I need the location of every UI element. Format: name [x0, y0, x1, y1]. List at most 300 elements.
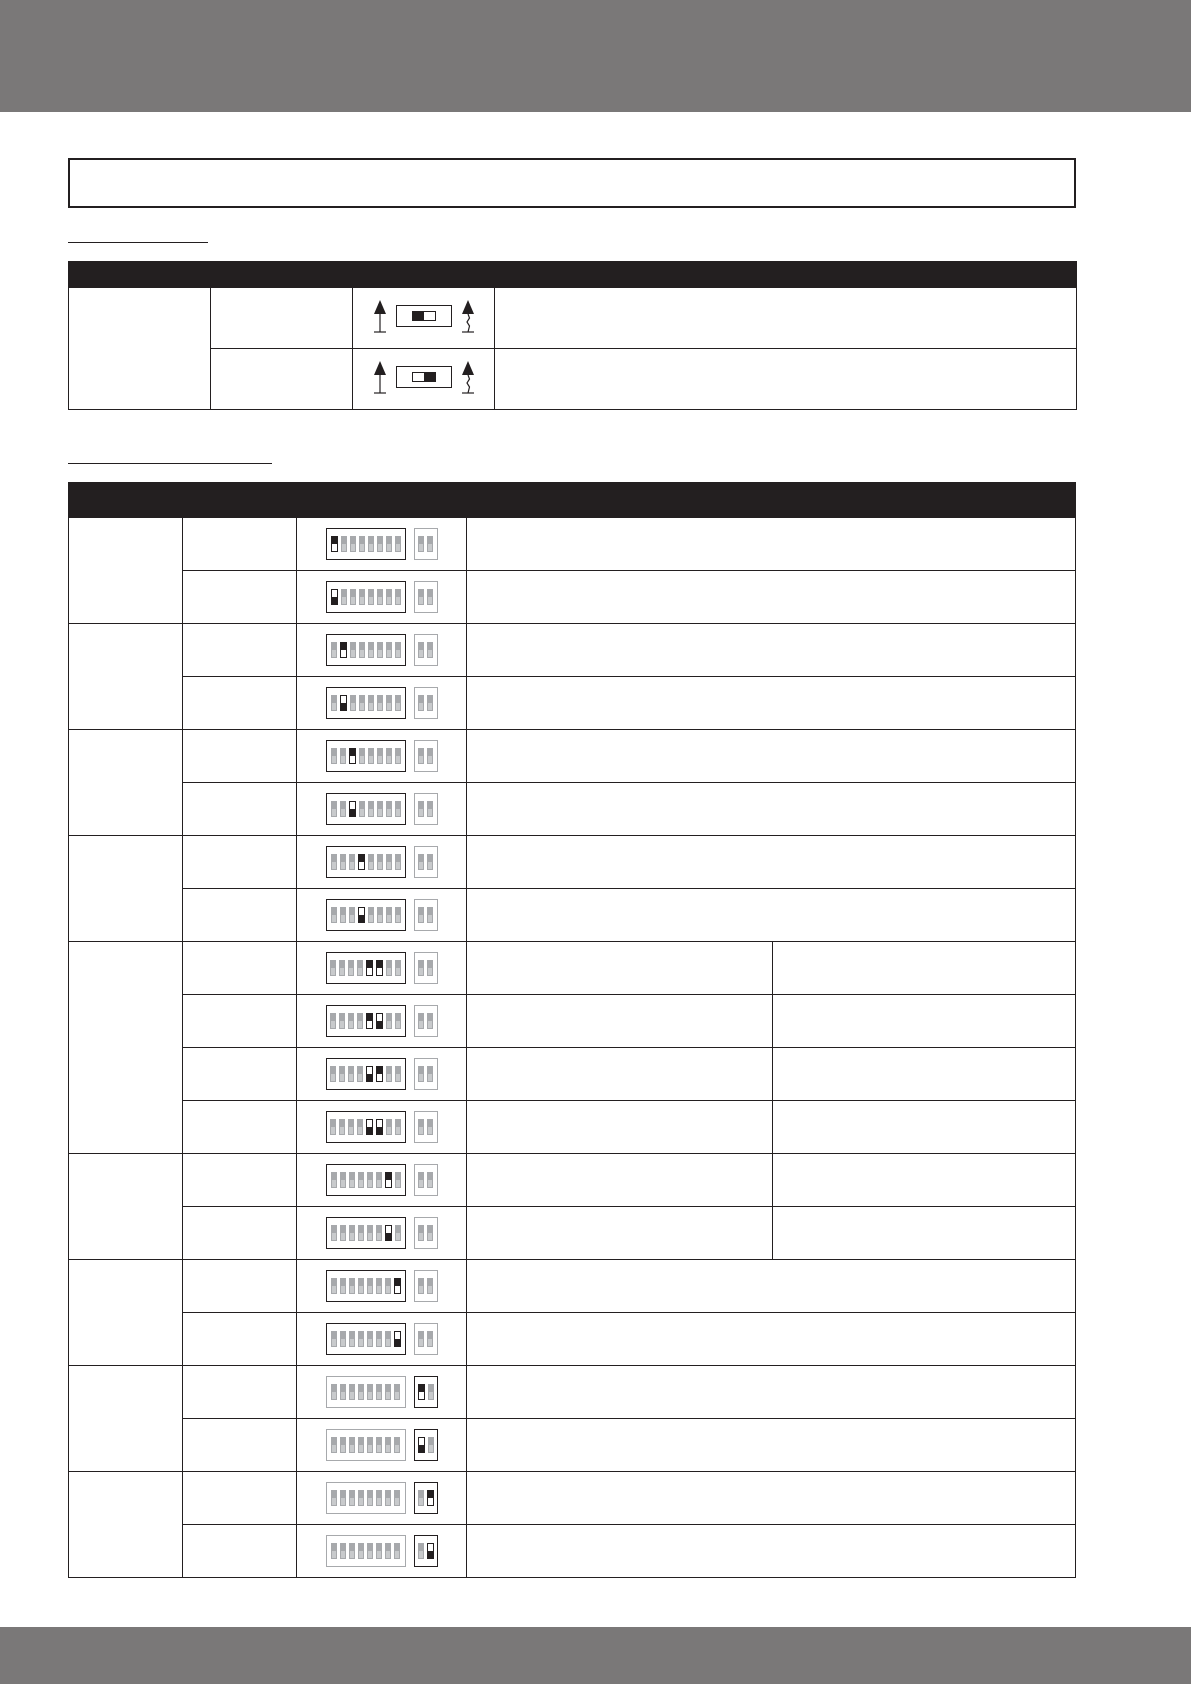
setting-cell: [183, 942, 297, 995]
dip-lever: [331, 1225, 337, 1241]
description-cell: [467, 677, 1076, 730]
note-cell: [773, 995, 1076, 1048]
dip-lever: [385, 1225, 392, 1241]
dip-lever: [418, 1066, 424, 1082]
setting-cell: [183, 995, 297, 1048]
dip-lever: [418, 642, 424, 658]
dip-lever: [348, 1119, 354, 1135]
setting-cell: [211, 288, 353, 349]
dip-lever: [331, 695, 337, 711]
dip-lever: [359, 536, 365, 552]
dip-lever: [418, 1437, 425, 1453]
dip-lever: [349, 1225, 355, 1241]
slide-switch-table: [68, 261, 1077, 410]
table-row: [69, 836, 1076, 889]
dip-lever: [367, 1172, 373, 1188]
table-row: [69, 889, 1076, 942]
table-row: [69, 571, 1076, 624]
dip-lever: [359, 695, 365, 711]
description-cell: [467, 1366, 1076, 1419]
section-heading-rule: [68, 463, 272, 464]
dip-switch-icon: [326, 1376, 406, 1408]
dip-lever: [331, 1278, 337, 1294]
table-row: [69, 1313, 1076, 1366]
dip-lever: [368, 589, 374, 605]
description-cell: [467, 836, 1076, 889]
dip-lever: [376, 1490, 382, 1506]
setting-cell: [183, 1207, 297, 1260]
dip-lever: [427, 1278, 433, 1294]
dip-lever: [368, 854, 374, 870]
dip-lever: [350, 695, 356, 711]
dip-lever: [395, 589, 401, 605]
dip-lever: [386, 642, 392, 658]
dip-lever: [349, 801, 356, 817]
group-cell: [69, 1154, 183, 1260]
setting-cell: [183, 889, 297, 942]
dip-switch-icon: [414, 1217, 438, 1249]
dip-lever: [395, 960, 401, 976]
dip-lever: [418, 907, 424, 923]
dip-lever: [385, 1543, 391, 1559]
dip-lever: [427, 907, 433, 923]
setting-cell: [183, 836, 297, 889]
note-cell: [773, 942, 1076, 995]
setting-cell: [183, 730, 297, 783]
dip-switch-icon: [326, 1111, 406, 1143]
dip-switch-icon: [326, 1058, 406, 1090]
switch-cell: [297, 1313, 467, 1366]
slide-knob: [424, 373, 435, 381]
table-row: [69, 1048, 1076, 1101]
switch-cell: [297, 1419, 467, 1472]
dip-lever: [366, 1013, 373, 1029]
dip-lever: [395, 1225, 401, 1241]
dip-switch-icon: [326, 1482, 406, 1514]
switch-cell: [297, 1525, 467, 1578]
dip-lever: [331, 1543, 337, 1559]
dip-lever: [349, 1331, 355, 1347]
dip-lever: [395, 1172, 401, 1188]
dip-switch-icon: [326, 899, 406, 931]
dip-lever: [340, 1278, 346, 1294]
dip-lever: [377, 748, 383, 764]
description-cell: [467, 1101, 773, 1154]
switch-cell: [297, 1207, 467, 1260]
dip-lever: [349, 907, 355, 923]
dip-lever: [377, 907, 383, 923]
dip-lever: [339, 1066, 345, 1082]
dip-lever: [427, 1225, 433, 1241]
dip-lever: [376, 1437, 382, 1453]
note-cell: [773, 1048, 1076, 1101]
setting-cell: [183, 518, 297, 571]
dip-lever: [418, 1331, 424, 1347]
setting-cell: [211, 349, 353, 410]
switch-cell: [353, 288, 495, 349]
setting-cell: [183, 624, 297, 677]
switch-cell: [297, 836, 467, 889]
dip-lever: [368, 801, 374, 817]
dip-lever: [376, 1172, 382, 1188]
dip-lever: [385, 1437, 391, 1453]
setting-cell: [183, 1313, 297, 1366]
note-cell: [773, 1101, 1076, 1154]
setting-cell: [183, 1260, 297, 1313]
setting-cell: [183, 1525, 297, 1578]
dip-lever: [359, 801, 365, 817]
switch-cell: [297, 995, 467, 1048]
switch-cell: [297, 571, 467, 624]
group-cell: [69, 1472, 183, 1578]
dip-lever: [340, 748, 346, 764]
dip-lever: [330, 1066, 336, 1082]
dip-switch-icon: [326, 846, 406, 878]
description-cell: [467, 1472, 1076, 1525]
dip-lever: [368, 907, 374, 923]
group-cell: [69, 1260, 183, 1366]
header-band: [0, 0, 1191, 112]
dip-lever: [357, 1066, 363, 1082]
dip-lever: [394, 1278, 401, 1294]
dip-lever: [359, 642, 365, 658]
dip-switch-icon: [414, 1005, 438, 1037]
description-cell: [467, 624, 1076, 677]
dip-lever: [340, 1331, 346, 1347]
dip-lever: [395, 801, 401, 817]
dip-lever: [376, 960, 383, 976]
table-row: [69, 1525, 1076, 1578]
description-cell: [467, 730, 1076, 783]
description-cell: [467, 942, 773, 995]
dip-lever: [331, 1331, 337, 1347]
dip-switch-icon: [414, 740, 438, 772]
dip-switch-icon: [414, 846, 438, 878]
dip-lever: [331, 748, 337, 764]
dip-lever: [377, 854, 383, 870]
dip-lever: [386, 960, 392, 976]
dip-lever: [427, 695, 433, 711]
dip-lever: [428, 1384, 434, 1400]
dip-lever: [395, 1066, 401, 1082]
dip-lever: [376, 1384, 382, 1400]
table-row: [69, 730, 1076, 783]
dip-lever: [376, 1278, 382, 1294]
dip-lever: [340, 907, 346, 923]
slide-knob: [413, 312, 424, 320]
group-cell: [69, 288, 211, 410]
dip-lever: [368, 642, 374, 658]
dip-lever: [376, 1331, 382, 1347]
dip-lever: [394, 1437, 400, 1453]
dip-switch-icon: [414, 1270, 438, 1302]
dip-lever: [385, 1384, 391, 1400]
dip-lever: [377, 801, 383, 817]
dip-lever: [394, 1490, 400, 1506]
dip-switch-icon: [326, 1005, 406, 1037]
table-row: [69, 783, 1076, 836]
dip-lever: [395, 1119, 401, 1135]
dip-lever: [340, 1225, 346, 1241]
switch-cell: [297, 942, 467, 995]
dip-lever: [386, 748, 392, 764]
dip-lever: [340, 1437, 346, 1453]
dip-switch-icon: [326, 1323, 406, 1355]
dip-lever: [358, 1490, 364, 1506]
dip-lever: [427, 1066, 433, 1082]
dip-lever: [331, 1384, 337, 1400]
dip-lever: [366, 960, 373, 976]
dip-lever: [418, 854, 424, 870]
dip-lever: [386, 1119, 392, 1135]
dip-lever: [395, 695, 401, 711]
dip-lever: [366, 1066, 373, 1082]
dip-lever: [427, 854, 433, 870]
dip-lever: [418, 1278, 424, 1294]
dip-lever: [359, 589, 365, 605]
switch-cell: [297, 1154, 467, 1207]
dip-switch-icon: [326, 1535, 406, 1567]
dip-lever: [377, 695, 383, 711]
dip-lever: [427, 1543, 434, 1559]
description-cell: [467, 783, 1076, 836]
dip-lever: [418, 536, 424, 552]
switch-cell: [297, 1472, 467, 1525]
dip-switch-icon: [414, 899, 438, 931]
switch-cell: [297, 730, 467, 783]
switch-cell: [297, 889, 467, 942]
dip-lever: [339, 960, 345, 976]
dip-lever: [349, 1437, 355, 1453]
dip-lever: [386, 1013, 392, 1029]
dip-lever: [418, 801, 424, 817]
dip-lever: [395, 854, 401, 870]
setting-cell: [183, 1048, 297, 1101]
table-row: [69, 349, 1077, 410]
dip-lever: [385, 1172, 392, 1188]
dip-lever: [386, 695, 392, 711]
dip-lever: [418, 1543, 424, 1559]
description-cell: [467, 1419, 1076, 1472]
dip-switch-icon: [414, 1535, 438, 1567]
table-row: [69, 288, 1077, 349]
dip-lever: [386, 854, 392, 870]
description-cell: [495, 349, 1077, 410]
dip-lever: [339, 1013, 345, 1029]
dip-lever: [386, 589, 392, 605]
dip-lever: [427, 960, 433, 976]
dip-lever: [427, 536, 433, 552]
dip-switch-icon: [326, 1429, 406, 1461]
dip-lever: [357, 1119, 363, 1135]
table-row: [69, 1419, 1076, 1472]
table-row: [69, 677, 1076, 730]
dip-lever: [394, 1543, 400, 1559]
dip-lever: [358, 907, 365, 923]
dip-lever: [340, 695, 347, 711]
setting-cell: [183, 1366, 297, 1419]
dip-lever: [367, 1437, 373, 1453]
up-arrow-icon: [372, 298, 388, 334]
dip-lever: [331, 589, 338, 605]
dip-lever: [350, 536, 356, 552]
dip-lever: [349, 854, 355, 870]
switch-cell: [297, 1048, 467, 1101]
dip-switch-icon: [326, 740, 406, 772]
dip-switch-icon: [326, 1164, 406, 1196]
dip-lever: [349, 1172, 355, 1188]
setting-cell: [183, 677, 297, 730]
dip-lever: [350, 589, 356, 605]
dip-lever: [427, 1119, 433, 1135]
dip-lever: [428, 1437, 434, 1453]
dip-switch-icon: [414, 1482, 438, 1514]
dip-lever: [418, 960, 424, 976]
dip-lever: [367, 1278, 373, 1294]
table-row: [69, 1366, 1076, 1419]
dip-lever: [395, 642, 401, 658]
dip-lever: [386, 907, 392, 923]
dip-lever: [357, 960, 363, 976]
dip-lever: [330, 1013, 336, 1029]
dip-lever: [358, 1543, 364, 1559]
group-cell: [69, 942, 183, 1154]
dip-switch-icon: [326, 687, 406, 719]
dip-switch-icon: [326, 793, 406, 825]
switch-cell: [297, 518, 467, 571]
description-cell: [467, 1154, 773, 1207]
dip-lever: [418, 1013, 424, 1029]
dip-lever: [427, 748, 433, 764]
description-cell: [467, 571, 1076, 624]
dashed-up-arrow-icon: [460, 359, 476, 395]
setting-cell: [183, 571, 297, 624]
dip-lever: [368, 748, 374, 764]
dip-lever: [367, 1225, 373, 1241]
dip-lever: [427, 1490, 434, 1506]
section-heading-rule: [68, 242, 208, 243]
dip-lever: [339, 1119, 345, 1135]
group-cell: [69, 730, 183, 836]
dip-lever: [377, 536, 383, 552]
dip-lever: [366, 1119, 373, 1135]
dip-lever: [358, 1384, 364, 1400]
dip-switch-icon: [414, 1323, 438, 1355]
description-cell: [495, 288, 1077, 349]
dip-switch-icon: [414, 793, 438, 825]
setting-cell: [183, 783, 297, 836]
table-header-row: [69, 262, 1077, 288]
dip-lever: [340, 1384, 346, 1400]
dip-lever: [368, 695, 374, 711]
dip-lever: [395, 907, 401, 923]
dip-lever: [358, 1278, 364, 1294]
group-cell: [69, 1366, 183, 1472]
dip-lever: [340, 854, 346, 870]
dip-lever: [427, 642, 433, 658]
dip-lever: [418, 1490, 424, 1506]
group-cell: [69, 624, 183, 730]
dip-lever: [358, 1225, 364, 1241]
dip-lever: [350, 642, 356, 658]
description-cell: [467, 518, 1076, 571]
table-row: [69, 942, 1076, 995]
dip-lever: [418, 1172, 424, 1188]
dip-lever: [341, 536, 347, 552]
dip-switch-icon: [414, 952, 438, 984]
dip-lever: [331, 854, 337, 870]
setting-cell: [183, 1101, 297, 1154]
setting-cell: [183, 1472, 297, 1525]
dip-lever: [331, 907, 337, 923]
description-cell: [467, 1313, 1076, 1366]
dip-lever: [358, 854, 365, 870]
dip-switch-icon: [326, 581, 406, 613]
description-cell: [467, 995, 773, 1048]
table-row: [69, 1207, 1076, 1260]
switch-cell: [297, 1260, 467, 1313]
dip-lever: [340, 1172, 346, 1188]
dip-lever: [377, 589, 383, 605]
dip-lever: [367, 1490, 373, 1506]
dip-lever: [341, 589, 347, 605]
slide-switch-icon: [396, 366, 452, 388]
dashed-up-arrow-icon: [460, 298, 476, 334]
dip-lever: [358, 1437, 364, 1453]
dip-lever: [385, 1278, 391, 1294]
dip-lever: [386, 801, 392, 817]
dip-lever: [331, 536, 338, 552]
dip-lever: [395, 536, 401, 552]
dip-lever: [358, 1331, 364, 1347]
dip-lever: [418, 1384, 425, 1400]
dip-lever: [385, 1490, 391, 1506]
dip-lever: [331, 1437, 337, 1453]
dip-lever: [348, 1013, 354, 1029]
dip-lever: [367, 1384, 373, 1400]
description-cell: [467, 1207, 773, 1260]
dip-switch-icon: [414, 687, 438, 719]
dip-lever: [330, 960, 336, 976]
dip-switch-icon: [326, 528, 406, 560]
dip-switch-icon: [414, 1376, 438, 1408]
dip-lever: [358, 1172, 364, 1188]
dip-lever: [331, 801, 337, 817]
setting-cell: [183, 1419, 297, 1472]
switch-cell: [297, 1101, 467, 1154]
dip-switch-icon: [414, 1058, 438, 1090]
dip-lever: [348, 1066, 354, 1082]
dip-lever: [349, 1490, 355, 1506]
dip-lever: [368, 536, 374, 552]
dip-lever: [340, 642, 347, 658]
dip-switch-icon: [414, 581, 438, 613]
dip-lever: [349, 1543, 355, 1559]
table-header-row: [69, 483, 1076, 518]
description-cell: [467, 889, 1076, 942]
dip-lever: [349, 748, 356, 764]
dip-lever: [418, 695, 424, 711]
slide-switch-icon: [396, 305, 452, 327]
dip-lever: [427, 801, 433, 817]
dip-lever: [427, 1013, 433, 1029]
note-cell: [773, 1154, 1076, 1207]
dip-lever: [385, 1331, 391, 1347]
table-row: [69, 1101, 1076, 1154]
dip-lever: [367, 1331, 373, 1347]
table-row: [69, 518, 1076, 571]
dip-switch-icon: [414, 1111, 438, 1143]
